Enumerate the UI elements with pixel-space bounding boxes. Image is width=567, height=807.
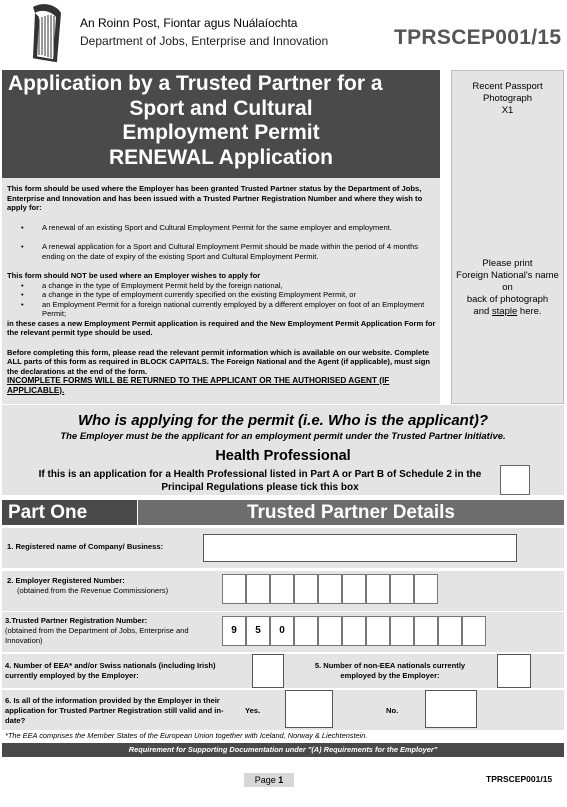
title-line-1: Application by a Trusted Partner for a [8,72,383,95]
intro-text [7,184,437,395]
title-line-2: Sport and Cultural [129,96,313,120]
intro-bullet-2: • A renewal application for a Sport and Cultural Employment Permit should be made within the period of 4 months ending on the date of expiry of the existing Sport and Cultural Employment Permit. [7,242,437,261]
title-line-3: Employment Permit [122,121,320,144]
intro-incomplete-warning: INCOMPLETE FORMS WILL BE RETURNED TO THE APPLICANT OR THE AUTHORISED AGENT (IF APPLICABLE). [7,376,390,395]
intro-para-1: This form should be used where the Employer has been granted Trusted Partner status by the Department of Jobs, Enterprise and Innovation and has been issued with a Trusted Partner Registration Number and where they wish to apply for: [7,184,423,212]
title-line-4: RENEWAL Application [108,145,333,169]
intro-not-2: • a change in the type of employment currently specified on the existing Employment Permit, or [7,290,437,300]
intro-bullet-1: • A renewal of an existing Sport and Cultural Employment Permit for the same employer and employment. [7,223,437,233]
tp-number-cell[interactable] [390,616,414,646]
q3-label-text: 3.Trusted Partner Registration Number: [5,616,148,625]
q3-label-sub: (obtained from the Department of Jobs, Enterprise and Innovation) [5,626,189,645]
q4-label: 4. Number of EEA* and/or Swiss nationals (including Irish) currently employed by the Employer: [5,661,216,680]
photo-instruction-line: Foreign National's name [456,270,559,281]
department-name-irish: An Roinn Post, Fiontar agus Nuálaíochta [80,16,298,30]
employer-number-cell[interactable] [414,574,438,604]
company-name-field[interactable] [203,534,517,562]
employer-number-cell[interactable] [222,574,246,604]
non-eea-count-field[interactable] [497,654,531,688]
harp-emblem [27,3,65,65]
q2-label-sub: (obtained from the Revenue Commissioners) [17,586,169,595]
photo-text: and [473,306,492,317]
tp-number-cell[interactable] [294,616,318,646]
employer-number-cells [222,574,437,604]
tp-number-cell[interactable]: 5 [246,616,270,646]
intro-not-1: • a change in the type of Employment Permit held by the foreign national, [7,281,437,291]
employer-number-cell[interactable] [246,574,270,604]
part-one-label [2,500,137,525]
tp-number-cell[interactable] [318,616,342,646]
tp-number-cell[interactable]: 9 [222,616,246,646]
yes-label: Yes. [245,706,261,715]
q6-label: 6. Is all of the information provided by the Employer in their application for Trusted Partner Registration still valid and in-date? [5,696,224,725]
page-indicator [244,773,294,787]
intro-not-tail: in these cases a new Employment Permit application is required and the New Employment Permit Application Form for the relevant permit type should be used. [7,318,436,337]
photo-caption-line: Photograph [482,93,533,104]
part-one-heading [138,500,564,525]
q1-label: 1. Registered name of Company/ Business: [7,542,164,551]
yes-checkbox[interactable] [285,690,333,728]
health-professional-title: Health Professional [215,448,351,464]
employer-number-cell[interactable] [270,574,294,604]
q3-label [5,616,215,646]
photo-instruction-line [452,306,563,318]
tp-number-cell[interactable] [462,616,486,646]
part-one-heading-text: Trusted Partner Details [246,502,456,523]
employer-number-cell[interactable] [366,574,390,604]
health-professional-checkbox[interactable] [500,465,530,495]
part-one-label-text: Part One [8,502,88,523]
passport-photo-box[interactable] [451,70,564,404]
tp-number-cell[interactable] [342,616,366,646]
employer-number-cell[interactable] [318,574,342,604]
footer-form-code: TPRSCEP001/15 [486,774,553,784]
q2-label [7,576,168,596]
intro-not-heading: This form should NOT be used where an Employer wishes to apply for [7,271,261,280]
requirement-bar: Requirement for Supporting Documentation under "(A) Requirements for the Employer" [2,743,564,757]
eea-footnote: *The EEA comprises the Member States of the European Union together with Iceland, Norway & Liechtenstein. [5,731,368,740]
photo-text-staple: staple [491,306,518,317]
photo-instructions [452,258,563,318]
q5-label: 5. Number of non-EEA nationals currently employed by the Employer: [314,661,466,680]
health-professional-question: If this is an application for a Health Professional listed in Part A or Part B of Schedule 2 in the Principal Regulations please tick this box [38,469,482,493]
form-code: TPRSCEP001/15 [394,26,562,49]
department-name-english: Department of Jobs, Enterprise and Innovation [80,34,329,48]
form-title [2,72,440,170]
who-subtitle: The Employer must be the applicant for an employment permit under the Trusted Partner Initiative. [60,431,506,442]
photo-instruction-line: Please print [482,258,533,269]
photo-caption-line: X1 [501,105,514,116]
tp-number-cell[interactable]: 0 [270,616,294,646]
q2-label-text: 2. Employer Registered Number: [7,576,125,585]
employer-number-cell[interactable] [342,574,366,604]
photo-caption-line: Recent Passport [472,81,543,92]
photo-instruction-line: on [502,282,513,293]
employer-number-cell[interactable] [294,574,318,604]
intro-before: Before completing this form, please read the relevant permit information which is available on our website. Complete ALL parts of this form as required in BLOCK CAPITALS. The Foreign National and the Agent (if applicable), must sign the declarations at the end of the form. [7,347,431,376]
tp-number-cell[interactable] [366,616,390,646]
photo-instruction-line: back of photograph [466,294,549,305]
trusted-partner-number-cells [222,616,486,646]
photo-text: here. [517,306,542,317]
intro-not-3: • an Employment Permit for a foreign national currently employed by a different employer on foot of an Employment Permit; [7,300,437,319]
no-label: No. [386,706,399,715]
who-question: Who is applying for the permit (i.e. Who is the applicant)? [77,412,488,429]
no-checkbox[interactable] [425,690,477,728]
photo-caption [452,81,563,117]
eea-count-field[interactable] [252,654,284,688]
tp-number-cell[interactable] [414,616,438,646]
employer-number-cell[interactable] [390,574,414,604]
tp-number-cell[interactable] [438,616,462,646]
page-number: 1 [278,775,284,785]
page-label: Page [254,775,276,785]
